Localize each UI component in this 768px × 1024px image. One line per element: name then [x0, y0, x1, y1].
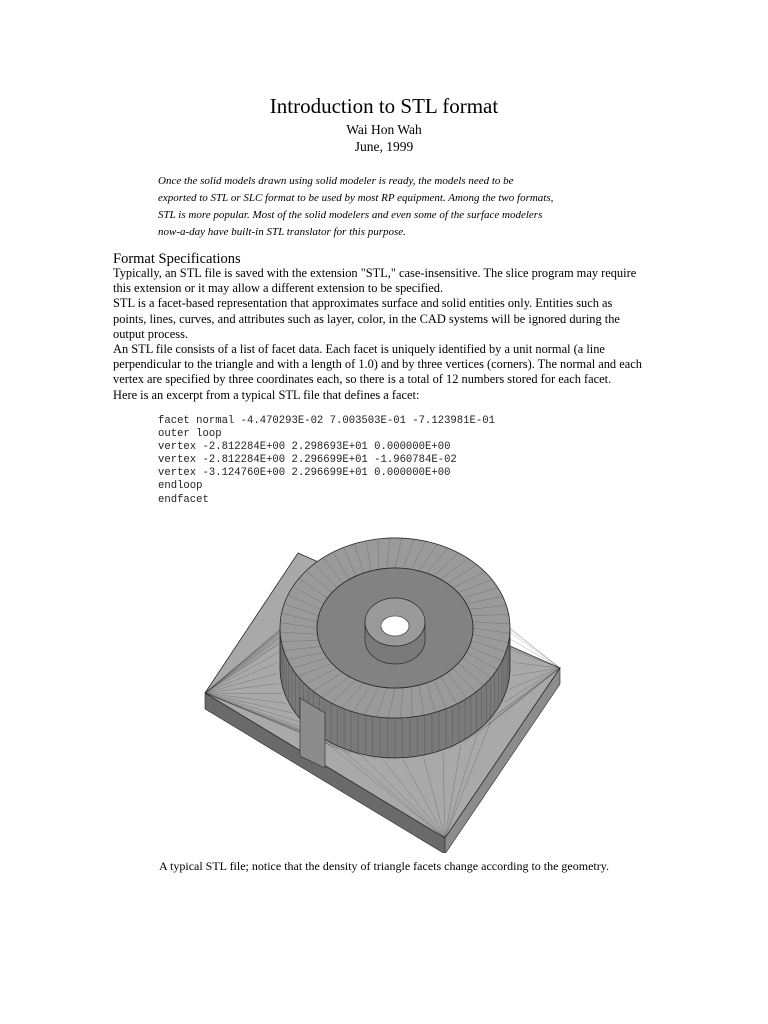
body-text [113, 266, 673, 403]
section-heading: Format Specifications [113, 251, 241, 267]
body-line: this extension or it may allow a different extension to be specified. [113, 281, 444, 296]
abstract-line: exported to STL or SLC format to be used by most RP equipment. Among the two formats, [158, 192, 554, 204]
code-line: endfacet [158, 493, 209, 506]
body-line: vertex are specified by three coordinates each, so there is a total of 12 numbers stored for each facet. [113, 372, 612, 387]
hub-hole [381, 616, 409, 636]
code-line: vertex -3.124760E+00 2.296699E+01 0.000000E+00 [158, 467, 451, 480]
body-line: perpendicular to the triangle and with a length of 1.0) and by three vertices (corners). The normal and each [113, 357, 642, 372]
body-line: points, lines, curves, and attributes such as layer, color, in the CAD systems will be ignored during the [113, 311, 620, 326]
document-author: Wai Hon Wah [346, 122, 422, 137]
body-line: Here is an excerpt from a typical STL file that defines a facet: [113, 387, 420, 402]
stl-code-excerpt [158, 415, 495, 507]
body-line: Typically, an STL file is saved with the extension "STL," case-insensitive. The slice program may require [113, 266, 637, 280]
body-line: output process. [113, 326, 189, 341]
abstract-line: now-a-day have built-in STL translator for this purpose. [158, 226, 406, 238]
stl-model-figure [190, 528, 580, 853]
code-line: facet normal -4.470293E-02 7.003503E-01 -7.123981E-01 [158, 415, 495, 427]
code-line: vertex -2.812284E+00 2.296699E+01 -1.960784E-02 [158, 454, 457, 467]
code-line: endloop [158, 480, 203, 493]
document-title: Introduction to STL format [269, 94, 499, 118]
body-line: STL is a facet-based representation that approximates surface and solid entities only. Entities such as [113, 296, 613, 311]
abstract-line: STL is more popular. Most of the solid modelers and even some of the surface modelers [158, 209, 543, 221]
document-date: June, 1999 [354, 139, 414, 154]
code-line: vertex -2.812284E+00 2.298693E+01 0.000000E+00 [158, 441, 451, 454]
code-line: outer loop [158, 428, 222, 441]
abstract-line: Once the solid models drawn using solid modeler is ready, the models need to be [158, 175, 514, 187]
abstract [158, 173, 618, 241]
figure-caption: A typical STL file; notice that the density of triangle facets change according to the geometry. [159, 859, 609, 873]
body-line: An STL file consists of a list of facet data. Each facet is uniquely identified by a unit normal (a line [113, 342, 605, 357]
